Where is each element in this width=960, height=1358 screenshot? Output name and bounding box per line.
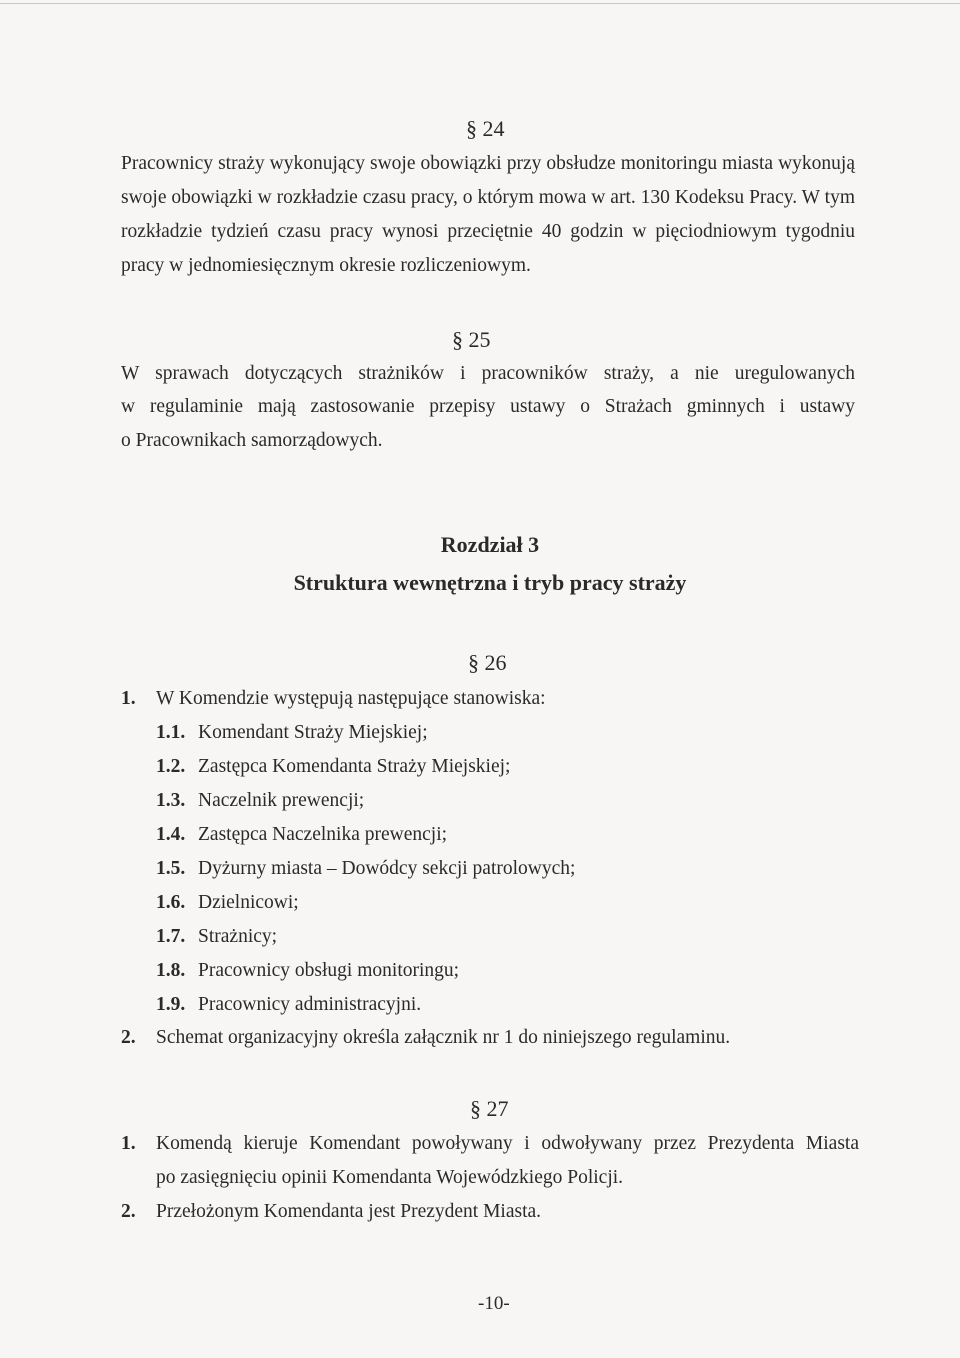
sub-list-item (156, 858, 575, 880)
section-24-title: § 24 (466, 116, 505, 141)
sub-list-item (156, 790, 364, 812)
list-item (121, 1027, 730, 1049)
sub-list-item-number: 1.8. (156, 960, 186, 981)
sub-list-item-number: 1.6. (156, 892, 186, 913)
list-item (121, 1201, 541, 1223)
list-item-text: Przełożonym Komendanta jest Prezydent Miasta. (156, 1201, 542, 1222)
sub-list-item (156, 994, 421, 1016)
sub-list-item-number: 1.1. (156, 722, 186, 743)
sub-list-item-text: Naczelnik prewencji; (198, 790, 365, 811)
section-24-line-2: swoje obowiązki w rozkładzie czasu pracy, o którym mowa w art. 130 Kodeksu Pracy. W tym (121, 187, 855, 208)
list-item-text: Schemat organizacyjny określa załącznik nr 1 do niniejszego regulaminu. (156, 1027, 731, 1048)
sub-list-item-text: Dzielnicowi; (198, 892, 299, 913)
sub-list-item (156, 892, 299, 914)
sub-list-item-text: Pracownicy obsługi monitoringu; (198, 960, 460, 981)
sub-list-item-text: Zastępca Komendanta Straży Miejskiej; (198, 756, 511, 777)
sub-list-item (156, 722, 428, 744)
page-number: -10- (478, 1293, 510, 1314)
list-item-number: 1. (121, 688, 136, 709)
section-26-title: § 26 (468, 650, 507, 675)
chapter-title: Struktura wewnętrzna i tryb pracy straży (293, 570, 687, 595)
sub-list-item-text: Pracownicy administracyjni. (198, 994, 422, 1015)
sub-list-item-text: Komendant Straży Miejskiej; (198, 722, 428, 743)
list-item-text-line-1: Komendą kieruje Komendant powoływany i odwoływany przez Prezydenta Miasta (156, 1133, 859, 1154)
sub-list-item (156, 824, 447, 846)
sub-list-item-number: 1.7. (156, 926, 186, 947)
sub-list-item-number: 1.2. (156, 756, 186, 777)
sub-list-item-text: Strażnicy; (198, 926, 278, 947)
section-27-title: § 27 (470, 1096, 509, 1121)
section-25-line-2: w regulaminie mają zastosowanie przepisy ustawy o Strażach gminnych i ustawy (121, 396, 855, 417)
list-item (121, 688, 546, 710)
chapter-number: Rozdział 3 (440, 532, 540, 557)
section-24-line-1: Pracownicy straży wykonujący swoje obowiązki przy obsłudze monitoringu miasta wykonują (121, 153, 855, 174)
section-24-line-3: rozkładzie tydzień czasu pracy wynosi przeciętnie 40 godzin w pięciodniowym tygodniu (121, 221, 855, 242)
sub-list-item (156, 960, 459, 982)
section-25-line-3: o Pracownikach samorządowych. (121, 430, 383, 451)
sub-list-item-text: Dyżurny miasta – Dowódcy sekcji patrolowych; (198, 858, 576, 879)
section-25-title: § 25 (452, 327, 491, 352)
list-item-number: 2. (121, 1201, 136, 1222)
sub-list-item-number: 1.3. (156, 790, 186, 811)
sub-list-item-number: 1.9. (156, 994, 186, 1015)
list-item-number-label: 1. (121, 1133, 136, 1154)
section-24-line-4: pracy w jednomiesięcznym okresie rozliczeniowym. (121, 255, 531, 276)
sub-list-item-text: Zastępca Naczelnika prewencji; (198, 824, 448, 845)
section-25-line-1: W sprawach dotyczących strażników i pracowników straży, a nie uregulowanych (121, 363, 855, 384)
sub-list-item-number: 1.4. (156, 824, 186, 845)
list-item-number: 2. (121, 1027, 136, 1048)
sub-list-item (156, 926, 277, 948)
list-item-number (121, 1133, 136, 1155)
sub-list-item (156, 756, 510, 778)
sub-list-item-number: 1.5. (156, 858, 186, 879)
list-item-text: W Komendzie występują następujące stanowiska: (156, 688, 546, 709)
list-item-text-line-2: po zasięgnięciu opinii Komendanta Wojewódzkiego Policji. (156, 1167, 624, 1188)
